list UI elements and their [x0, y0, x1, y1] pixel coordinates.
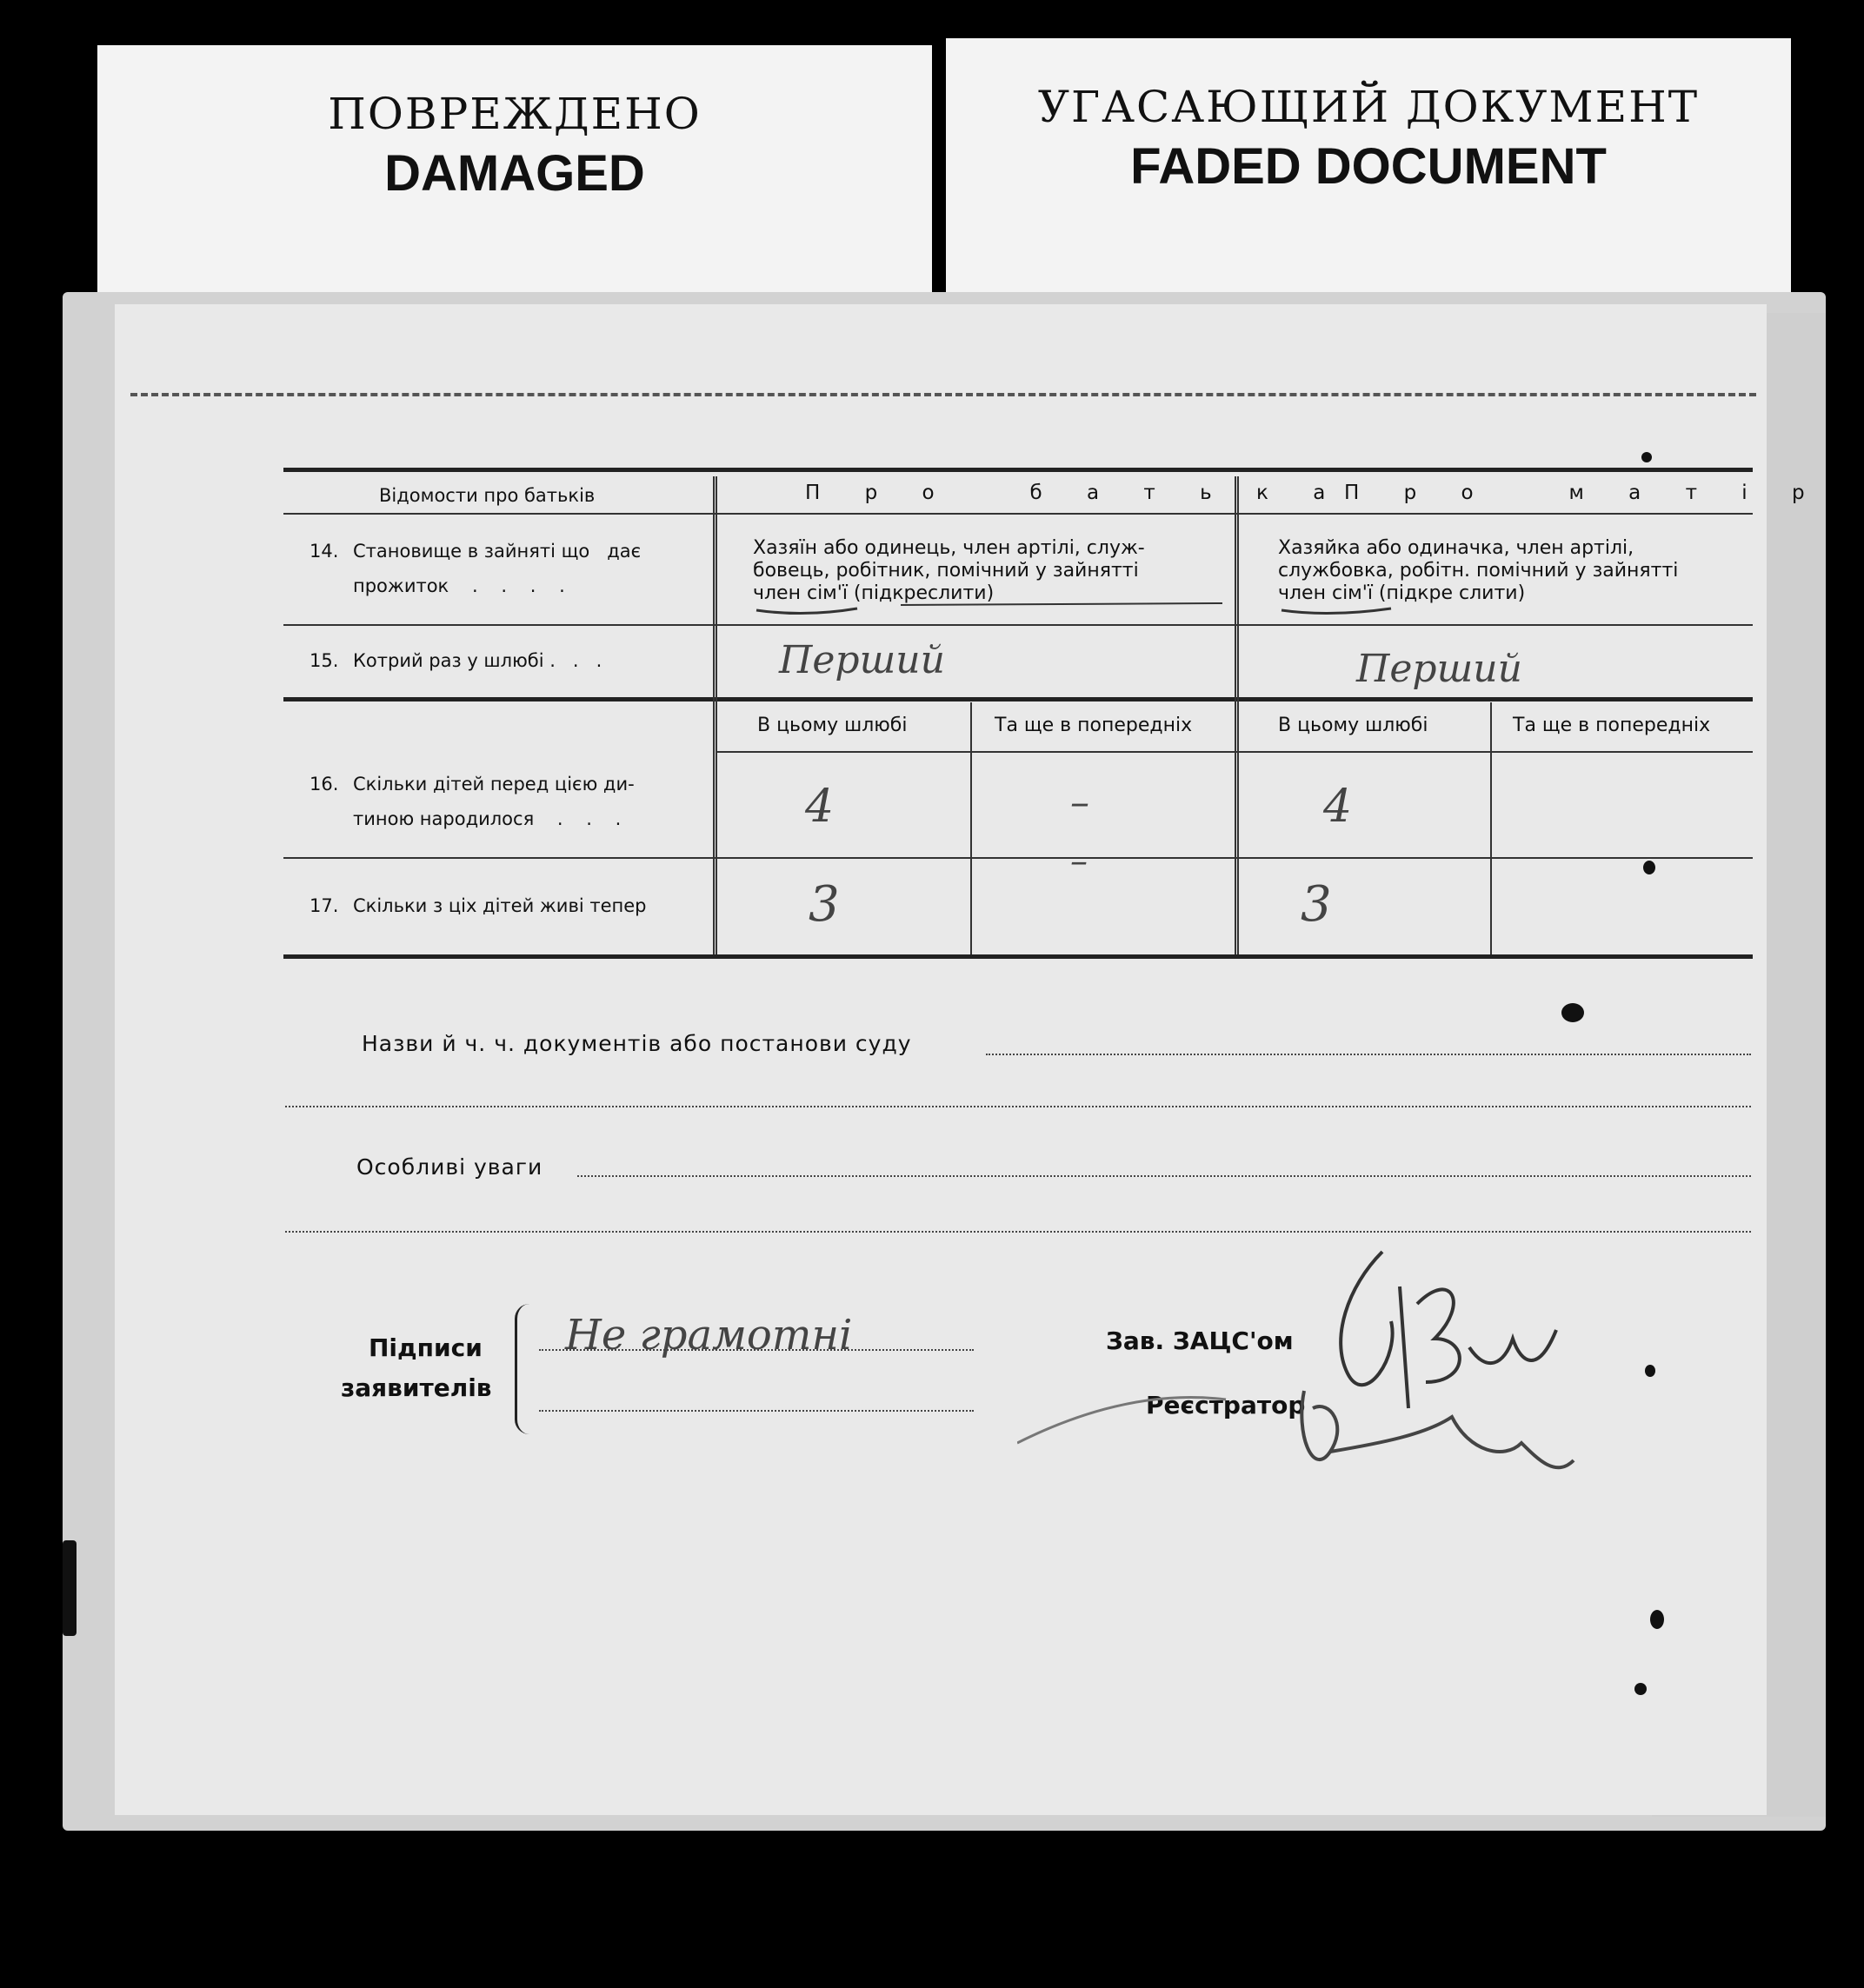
header-mother: П р о м а т і р	[1344, 482, 1824, 504]
ink-spot	[1645, 1365, 1655, 1377]
ink-spot	[1643, 861, 1655, 874]
applicants-signatures-label-1: Підписи	[369, 1333, 483, 1362]
table-top-rule	[283, 468, 1753, 472]
row14-father-2: бовець, робітник, помічний у зайнятті	[753, 560, 1139, 582]
row16-mother-this: 4	[1323, 781, 1353, 833]
table-rule	[283, 513, 1753, 515]
documents-label: Назви й ч. ч. документів або постанови суду	[362, 1031, 912, 1056]
ink-spot	[1561, 1003, 1584, 1022]
signature-dotted-line-2	[539, 1410, 974, 1412]
table-rule	[283, 857, 1753, 859]
row17-mother-this: 3	[1301, 876, 1332, 933]
header-father: П р о б а т ь к а	[805, 482, 1345, 504]
header-parents-info: Відомости про батьків	[379, 485, 596, 506]
table-col-rule	[713, 476, 717, 954]
row15-father-value: Перший	[779, 638, 945, 682]
subheader-father-prev: Та ще в попередніх	[995, 715, 1193, 736]
father-underline-mark	[753, 600, 1240, 621]
table-bottom-rule	[283, 954, 1753, 959]
row17-number: 17.	[310, 895, 339, 916]
documents-dotted-line	[986, 1054, 1751, 1055]
table-col-rule	[970, 702, 972, 954]
row14-label-1: Становище в зайняті що дає	[353, 541, 642, 562]
row16-number: 16.	[310, 774, 339, 795]
row15-number: 15.	[310, 650, 339, 671]
subheader-father-this: В цьому шлюбі	[757, 715, 908, 736]
zags-head-label: Зав. ЗАЦС'ом	[1106, 1326, 1294, 1355]
applicants-signatures-label-2: заявителів	[341, 1373, 492, 1402]
table-rule	[283, 697, 1753, 701]
faded-label-ru: УГАСАЮЩИЙ ДОКУМЕНТ	[1037, 82, 1700, 132]
row14-number: 14.	[310, 541, 339, 562]
row14-mother-2: службовка, робітн. помічний у зайнятті	[1278, 560, 1679, 582]
row14-mother-1: Хазяйка або одиначка, член артілі,	[1278, 537, 1634, 559]
binding-mark	[63, 1540, 77, 1636]
subheader-mother-prev: Та ще в попередніх	[1513, 715, 1711, 736]
row16-label-2: тиною народилося . . .	[353, 808, 622, 829]
remarks-dotted-line-2	[285, 1231, 1751, 1233]
table-col-rule	[1235, 476, 1239, 954]
brace-mark	[515, 1304, 529, 1434]
table-col-rule	[1490, 702, 1492, 954]
row17-label: Скільки з ціх дітей живі тепер	[353, 895, 647, 916]
faded-label-en: FADED DOCUMENT	[1130, 138, 1607, 195]
row14-label-2: прожиток . . . .	[353, 575, 565, 596]
ink-spot	[1650, 1610, 1664, 1629]
row14-mother-3: член сім'ї (підкре слити)	[1278, 582, 1526, 604]
perforation-line	[130, 393, 1756, 396]
row16-father-this: 4	[805, 781, 835, 833]
parents-info-table	[283, 468, 1824, 956]
remarks-dotted-line	[577, 1175, 1751, 1177]
applicants-signature-value: Не грамотні	[565, 1311, 853, 1360]
official-signatures	[1017, 1234, 1608, 1530]
row14-father-1: Хазяїн або одинець, член артілі, служ-	[753, 537, 1145, 559]
row16-label-1: Скільки дітей перед цією ди-	[353, 774, 635, 795]
damaged-label-en: DAMAGED	[384, 145, 645, 202]
mother-underline-mark	[1278, 600, 1748, 621]
table-rule	[283, 624, 1753, 626]
documents-dotted-line-2	[285, 1106, 1751, 1107]
row15-mother-value: Перший	[1356, 647, 1522, 691]
subheader-mother-this: В цьому шлюбі	[1278, 715, 1428, 736]
damaged-label-ru: ПОВРЕЖДЕНО	[328, 89, 702, 139]
row14-father-3: член сім'ї (підкреслити)	[753, 582, 995, 604]
row15-label: Котрий раз у шлюбі . . .	[353, 650, 602, 671]
row16-father-prev: –	[1070, 781, 1089, 825]
signature-dotted-line	[539, 1349, 974, 1351]
ink-spot	[1634, 1683, 1647, 1695]
faded-document-label-card	[946, 38, 1791, 294]
registrar-label: Реєстратор	[1146, 1391, 1306, 1420]
damaged-label-card	[97, 45, 932, 294]
ink-spot	[1641, 452, 1652, 462]
row17-father-prev: –	[1070, 841, 1088, 881]
remarks-label: Особливі уваги	[356, 1154, 543, 1180]
row17-father-this: 3	[809, 876, 840, 933]
